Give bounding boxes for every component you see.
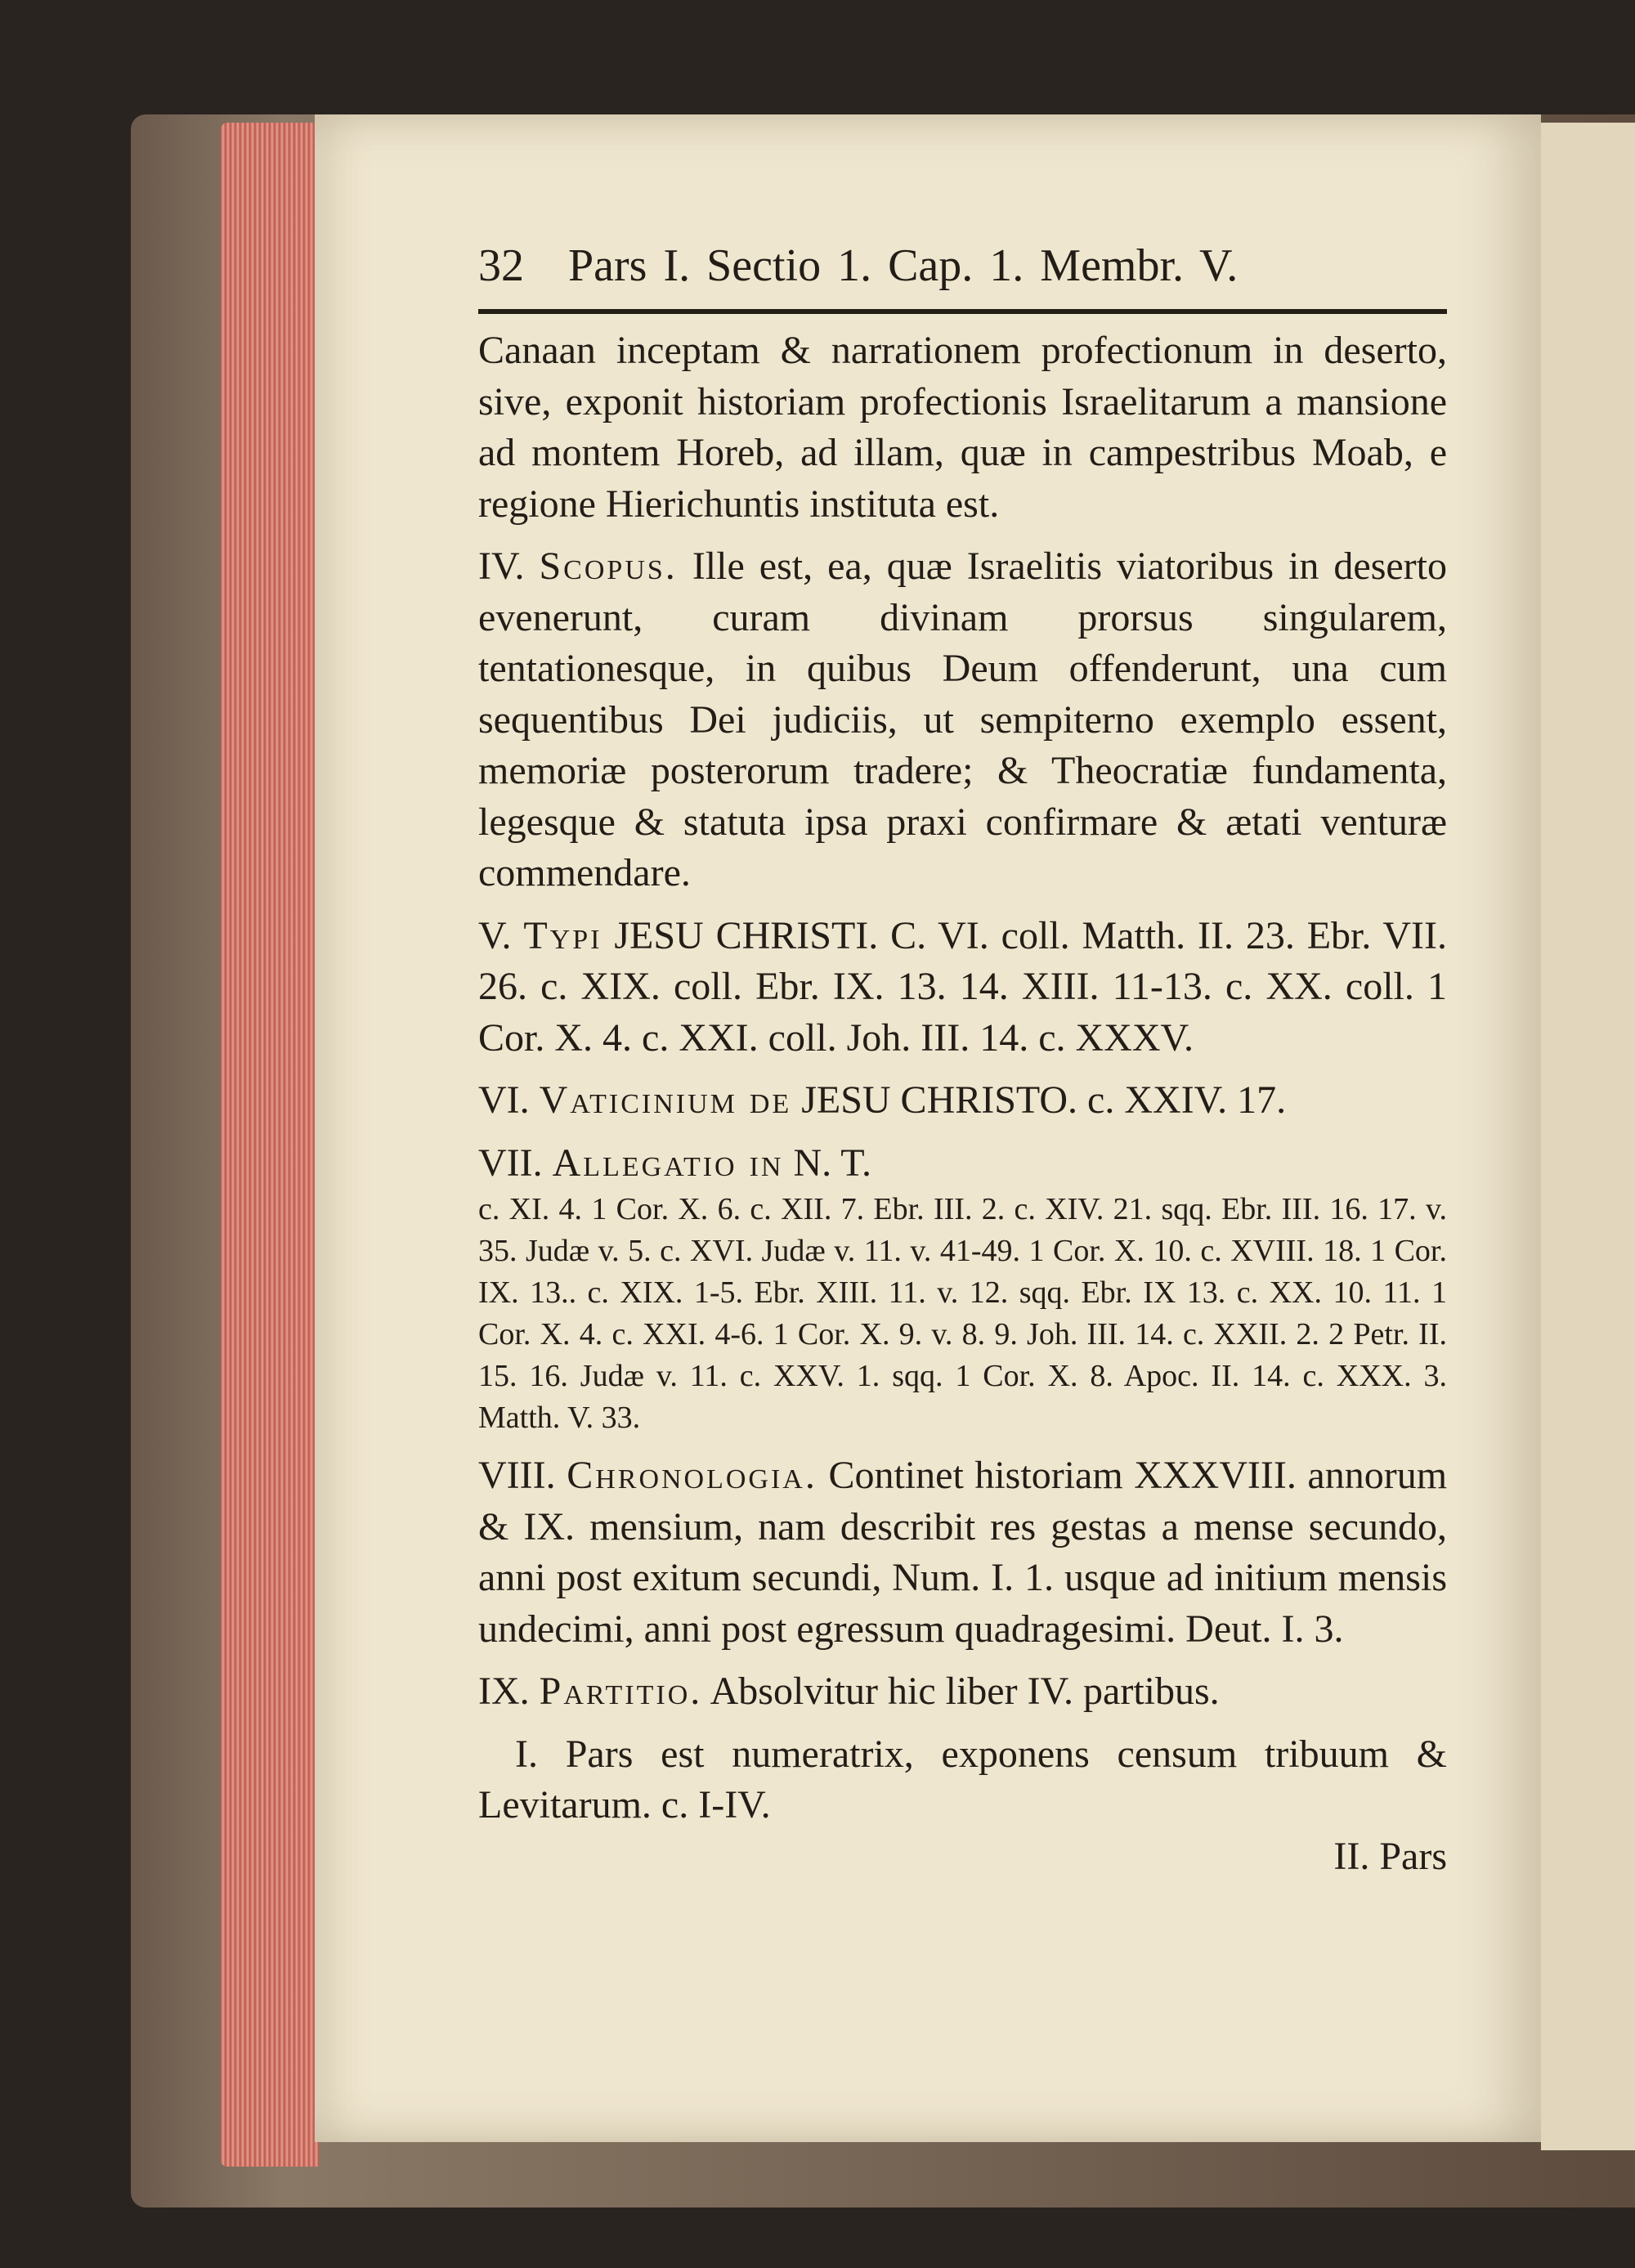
- section-heading: Scopus.: [539, 545, 678, 588]
- section-numeral: VII.: [478, 1141, 543, 1185]
- section-text: N. T.: [793, 1141, 872, 1185]
- section-text: Absolvitur hic liber IV. partibus.: [710, 1670, 1220, 1713]
- section-heading: Vaticinium de: [539, 1078, 792, 1122]
- section-heading: Allegatio in: [552, 1141, 784, 1185]
- section-numeral: V.: [478, 913, 512, 957]
- page-number: 32: [478, 240, 524, 291]
- section-heading: Partitio.: [539, 1670, 703, 1713]
- page-edges: [221, 123, 319, 2167]
- section-heading: Typi: [523, 913, 602, 957]
- page-text: [478, 237, 1447, 1882]
- section-viii: [478, 1450, 1447, 1655]
- intro-paragraph: Canaan inceptam & narrationem profectionum in deserto, sive, exponit historiam profectionis Israelitarum a mansione ad montem Horeb, ad illam, quæ in campestribus Moab, e regione Hierichuntis instituta est.: [478, 329, 1447, 526]
- running-title: Pars I. Sectio 1. Cap. 1. Membr. V.: [568, 240, 1239, 291]
- section-numeral: IV.: [478, 545, 525, 588]
- section-text: Continet historiam XXXVIII. annorum & IX. mensium, nam describit res gestas a mense secundo, anni post exitum secundi, Num. I. 1. usque ad initium mensis undecimi, anni post egressum quadragesimi. Deut. I. 3.: [478, 1454, 1448, 1651]
- section-numeral: VI.: [478, 1078, 530, 1122]
- facing-page-edge: [1541, 123, 1635, 2150]
- section-iv: [478, 541, 1447, 899]
- section-numeral: VIII.: [478, 1454, 556, 1497]
- catchword: II. Pars: [1333, 1834, 1447, 1878]
- part-one-paragraph: I. Pars est numeratrix, exponens censum tribuum & Levitarum. c. I-IV.: [478, 1732, 1447, 1827]
- section-text: JESU CHRISTO. c. XXIV. 17.: [801, 1078, 1287, 1122]
- section-v: [478, 911, 1447, 1065]
- section-text: Ille est, ea, quæ Israelitis viatoribus in deserto evenerunt, curam divinam prorsus singularem, tentationesque, in quibus Deum offenderunt, una cum sequentibus Dei judiciis, ut sempiterno exemplo essent, memoriæ posterorum tradere; & Theocratiæ fundamenta, legesque & statuta ipsa praxi confirmare & ætati venturæ commendare.: [478, 545, 1448, 894]
- section-vii: [478, 1138, 1447, 1190]
- section-numeral: IX.: [478, 1670, 530, 1713]
- section-heading: Chronologia.: [567, 1454, 818, 1497]
- section-text: JESU CHRISTI. C. VI. coll. Matth. II. 23. Ebr. VII. 26. c. XIX. coll. Ebr. IX. 13. 14. XIII. 11-13. c. XX. coll. 1 Cor. X. 4. c. XXI. coll. Joh. III. 14. c. XXXV.: [478, 913, 1448, 1060]
- section-ix: [478, 1666, 1447, 1718]
- section-vi: [478, 1075, 1447, 1127]
- allegation-list: c. XI. 4. 1 Cor. X. 6. c. XII. 7. Ebr. III. 2. c. XIV. 21. sqq. Ebr. III. 16. 17. v. 35. Judæ v. 5. c. XVI. Judæ v. 11. v. 41-49. 1 Cor. X. 10. c. XVIII. 18. 1 Cor. IX. 13.. c. XIX. 1-5. Ebr. XIII. 11. v. 12. sqq. Ebr. IX 13. c. XX. 10. 11. 1 Cor. X. 4. c. XXI. 4-6. 1 Cor. X. 9. v. 8. 9. Joh. III. 14. c. XXII. 2. 2 Petr. II. 15. 16. Judæ v. 11. c. XXV. 1. sqq. 1 Cor. X. 8. Apoc. II. 14. c. XXX. 3. Matth. V. 33.: [478, 1192, 1447, 1435]
- running-head: [478, 237, 1447, 314]
